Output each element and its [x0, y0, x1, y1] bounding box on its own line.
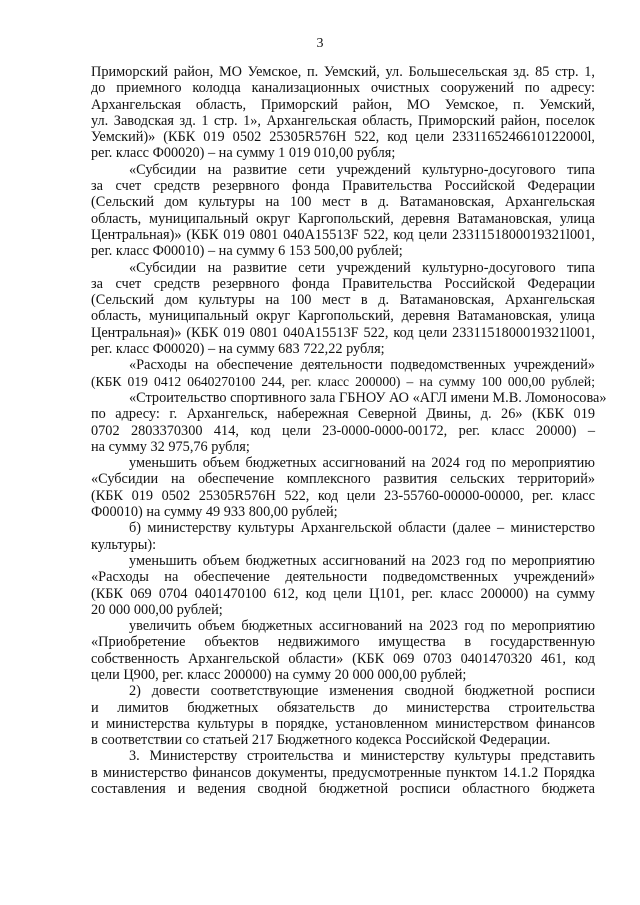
text-line: собственность Архангельской области» (КБК 069 0703 0401470320 461, код	[91, 650, 595, 667]
page-number: 3	[316, 36, 324, 51]
document-body	[91, 64, 607, 798]
text-line: 2) довести соответствующие изменения сводной бюджетной росписи	[129, 683, 595, 700]
text-line: в министерство финансов документы, предусмотренные пунктом 14.1.2 Порядка	[91, 764, 595, 781]
text-line: Приморский район, МО Уемское, п. Уемский, ул. Большесельская зд. 85 стр. 1,	[91, 64, 595, 80]
text-line: и министерства культуры в порядке, установленном министерством финансов	[91, 715, 595, 732]
text-line: «Расходы на обеспечение деятельности подведомственных учреждений»	[91, 569, 595, 586]
text-line: (Сельский дом культуры на 100 мест в д. Ватамановская, Архангельская	[91, 292, 595, 309]
text-line: на сумму 32 975,76 рубля;	[91, 438, 250, 455]
text-line: составления и ведения сводной бюджетной росписи областного бюджета	[91, 781, 595, 798]
text-line: уменьшить объем бюджетных ассигнований на 2023 год по мероприятию	[129, 552, 595, 569]
text-line: увеличить объем бюджетных ассигнований на 2023 год по мероприятию	[129, 618, 595, 635]
text-line: 20 000 000,00 рублей;	[91, 601, 223, 618]
text-line: (Сельский дом культуры на 100 мест в д. Ватамановская, Архангельская	[91, 194, 595, 211]
text-line: за счет средств резервного фонда Правительства Российской Федерации	[91, 178, 595, 195]
text-line: уменьшить объем бюджетных ассигнований на 2024 год по мероприятию	[129, 455, 595, 472]
text-line: область, муниципальный округ Каргопольский, деревня Ватамановская, улица	[91, 308, 595, 325]
text-line: б) министерству культуры Архангельской области (далее – министерство	[129, 520, 595, 537]
text-line: цели Ц900, рег. класс 200000) на сумму 20 000 000,00 рублей;	[91, 666, 467, 683]
text-line: по адресу: г. Архангельск, набережная Северной Двины, д. 26» (КБК 019	[91, 406, 595, 423]
text-line: (КБК 019 0502 25305R576Н 522, код цели 23-55760-00000-00000, рег. класс	[91, 487, 595, 504]
text-line: культуры):	[91, 536, 157, 553]
text-line: за счет средств резервного фонда Правительства Российской Федерации	[91, 275, 595, 292]
text-line: 3. Министерству строительства и министерству культуры представить	[129, 748, 595, 765]
text-line: Центральная)» (КБК 019 0801 040A15513F 522, код цели 2331151800019321l001,	[91, 226, 595, 243]
text-line: и лимитов бюджетных обязательств до министерства строительства	[91, 699, 595, 716]
text-line: (КБК 019 0412 0640270100 244, рег. класс 200000) – на сумму 100 000,00 рублей;	[91, 373, 595, 389]
text-line: «Расходы на обеспечение деятельности подведомственных учреждений»	[129, 357, 595, 374]
text-line: рег. класс Ф00010) – на сумму 6 153 500,00 рублей;	[91, 243, 403, 260]
text-line: (КБК 069 0704 0401470100 612, код цели Ц101, рег. класс 200000) на сумму	[91, 585, 595, 602]
text-line: рег. класс Ф00020) – на сумму 1 019 010,00 рубля;	[91, 145, 396, 162]
text-line: Архангельская область, Приморский район, МО Уемское, п. Уемский,	[91, 96, 595, 113]
text-line: «Субсидии на обеспечение комплексного развития сельских территорий»	[91, 471, 595, 488]
text-line: 0702 2803370300 414, код цели 23-0000-0000-00172, рег. класс 20000) –	[91, 422, 595, 439]
text-line: область, муниципальный округ Каргопольский, деревня Ватамановская, улица	[91, 210, 595, 227]
text-line: рег. класс Ф00020) – на сумму 683 722,22 рубля;	[91, 341, 385, 358]
text-line: «Субсидии на развитие сети учреждений культурно-досугового типа	[129, 161, 595, 178]
text-line: Центральная)» (КБК 019 0801 040A15513F 522, код цели 2331151800019321l001,	[91, 324, 595, 341]
text-line: Уемский)» (КБК 019 0502 25305R576Н 522, код цели 2331165246610122000l,	[91, 129, 595, 146]
text-line: «Строительство спортивного зала ГБНОУ АО «АГЛ имени М.В. Ломоносова»	[129, 389, 607, 406]
text-line: до приемного колодца канализационных очистных сооружений по адресу:	[91, 80, 595, 97]
text-line: в соответствии со статьей 217 Бюджетного кодекса Российской Федерации.	[91, 732, 551, 749]
text-line: «Субсидии на развитие сети учреждений культурно-досугового типа	[129, 259, 595, 276]
text-line: ул. Заводская зд. 1 стр. 1», Архангельская область, Приморский район, поселок	[91, 112, 595, 129]
text-line: Ф00010) на сумму 49 933 800,00 рублей;	[91, 504, 338, 521]
text-line: «Приобретение объектов недвижимого имущества в государственную	[91, 634, 595, 651]
